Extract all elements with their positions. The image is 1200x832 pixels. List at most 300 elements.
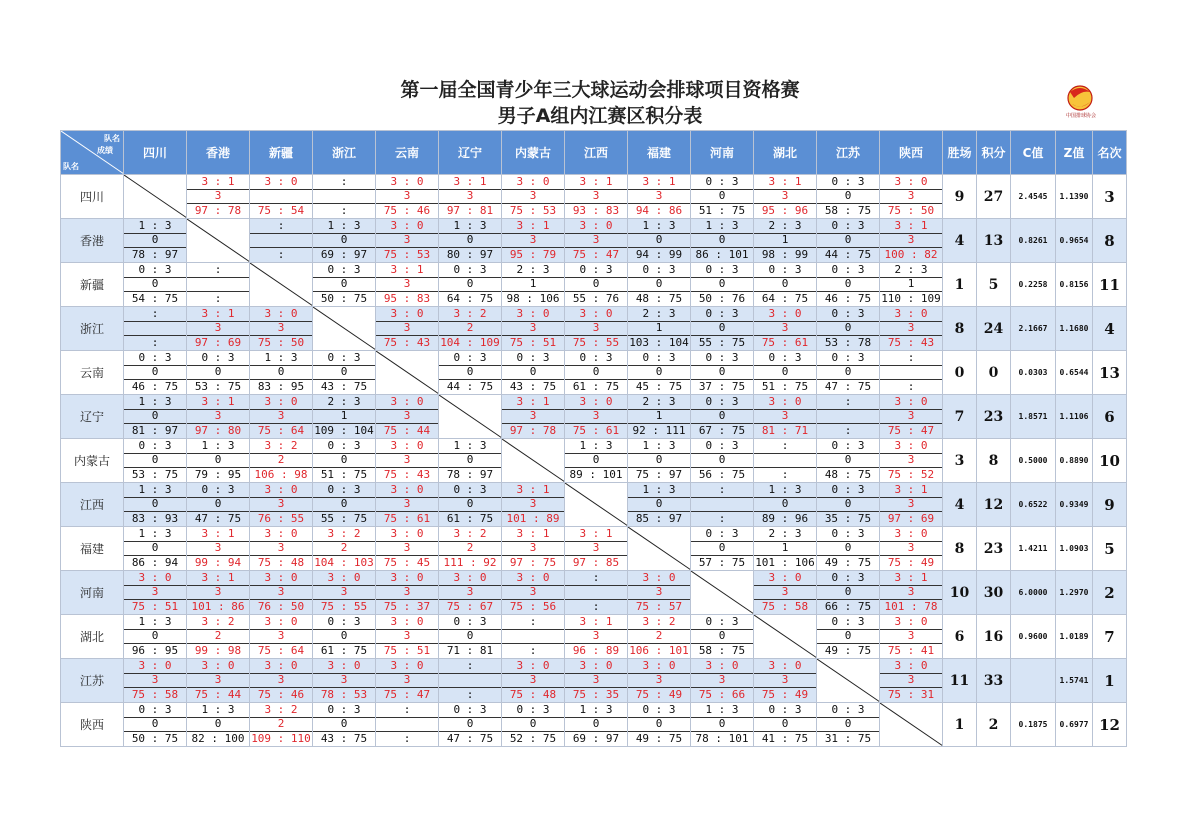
match-points: 3	[277, 541, 285, 554]
row-wins: 8	[943, 307, 977, 351]
match-set-score: :	[817, 395, 879, 410]
match-points: 0	[844, 321, 852, 334]
row-team-name: 河南	[61, 571, 124, 615]
row-wins: 11	[943, 659, 977, 703]
diagonal-cell	[376, 351, 439, 395]
row-team-name: 新疆	[61, 263, 124, 307]
title-block	[0, 77, 1200, 129]
match-set-score: 3 : 0	[502, 175, 564, 190]
match-result-cell	[502, 263, 565, 307]
match-points: 3	[529, 233, 537, 246]
match-result-cell	[313, 703, 376, 747]
match-result-cell	[250, 439, 313, 483]
row-points: 0	[977, 351, 1011, 395]
match-ball-score: 75 : 64	[250, 423, 312, 438]
match-result-cell	[502, 307, 565, 351]
match-set-score: 3 : 0	[250, 571, 312, 586]
match-ball-score: 96 : 95	[124, 643, 186, 658]
diagonal-cell	[754, 615, 817, 659]
match-points: 2	[466, 541, 474, 554]
match-set-score: 3 : 0	[250, 659, 312, 674]
match-points: 0	[340, 453, 348, 466]
match-set-score: 0 : 3	[628, 263, 690, 278]
match-result-cell	[313, 659, 376, 703]
match-set-score: 3 : 1	[565, 527, 627, 542]
match-ball-score: 55 : 75	[313, 511, 375, 526]
match-ball-score: :	[502, 643, 564, 658]
match-set-score: 3 : 0	[376, 439, 438, 454]
match-points	[691, 497, 753, 511]
match-result-cell	[502, 527, 565, 571]
match-set-score: 3 : 0	[313, 571, 375, 586]
match-ball-score: 86 : 94	[124, 555, 186, 570]
row-c-value: 0.6522	[1011, 483, 1056, 527]
match-result-cell	[817, 527, 880, 571]
match-ball-score: 75 : 47	[565, 247, 627, 262]
match-result-cell	[880, 395, 943, 439]
match-points: 3	[529, 541, 537, 554]
row-points: 27	[977, 175, 1011, 219]
match-ball-score: 75 : 45	[376, 555, 438, 570]
match-points: 0	[340, 365, 348, 378]
match-set-score: 3 : 0	[376, 571, 438, 586]
match-points: 1	[529, 277, 537, 290]
match-ball-score: 75 : 55	[313, 599, 375, 614]
match-points: 3	[907, 497, 915, 510]
header-wins: 胜场	[943, 131, 977, 175]
match-result-cell	[187, 439, 250, 483]
match-result-cell	[376, 439, 439, 483]
column-header-team: 四川	[124, 131, 187, 175]
row-z-value: 1.5741	[1056, 659, 1093, 703]
match-result-cell	[502, 395, 565, 439]
match-set-score: 3 : 0	[376, 483, 438, 498]
match-result-cell	[439, 219, 502, 263]
match-points: 0	[151, 453, 159, 466]
match-set-score: 3 : 1	[187, 307, 249, 322]
match-points: 3	[214, 673, 222, 686]
match-set-score: 3 : 2	[250, 703, 312, 718]
diagonal-line-icon	[502, 439, 565, 482]
match-ball-score: 78 : 53	[313, 687, 375, 702]
match-set-score: :	[124, 307, 186, 322]
match-points: 3	[403, 541, 411, 554]
match-set-score: 3 : 2	[439, 307, 501, 322]
match-set-score: :	[754, 439, 816, 454]
match-result-cell	[502, 175, 565, 219]
column-header-team: 内蒙古	[502, 131, 565, 175]
diagonal-line-icon	[250, 263, 313, 306]
match-points: 3	[214, 541, 222, 554]
match-points: 0	[214, 453, 222, 466]
match-set-score: 3 : 0	[565, 659, 627, 674]
page-title: 第一届全国青少年三大球运动会排球项目资格赛	[400, 79, 800, 101]
match-set-score: 3 : 0	[880, 395, 942, 410]
page-subtitle: 男子A组内江赛区积分表	[497, 105, 703, 127]
match-set-score: 3 : 1	[502, 219, 564, 234]
row-team-name: 江西	[61, 483, 124, 527]
match-ball-score: 106 : 98	[250, 467, 312, 482]
row-c-value: 0.9600	[1011, 615, 1056, 659]
match-points: 3	[655, 585, 663, 598]
match-points: 0	[592, 277, 600, 290]
match-points	[124, 321, 186, 335]
match-set-score: 0 : 3	[691, 527, 753, 542]
match-set-score: 2 : 3	[502, 263, 564, 278]
match-ball-score: 51 : 75	[313, 467, 375, 482]
match-set-score: 3 : 0	[754, 395, 816, 410]
corner-label-team-left: 队名	[63, 162, 79, 171]
match-points: 3	[466, 189, 474, 202]
match-points: 0	[151, 365, 159, 378]
match-result-cell	[565, 571, 628, 615]
match-points: 2	[655, 629, 663, 642]
diagonal-line-icon	[124, 175, 187, 218]
match-result-cell	[250, 219, 313, 263]
match-set-score: 2 : 3	[880, 263, 942, 278]
match-result-cell	[628, 263, 691, 307]
match-set-score: 2 : 3	[754, 527, 816, 542]
row-points: 2	[977, 703, 1011, 747]
match-set-score: 3 : 1	[187, 527, 249, 542]
row-c-value: 0.5000	[1011, 439, 1056, 483]
row-team-name: 香港	[61, 219, 124, 263]
match-ball-score: 75 : 52	[880, 467, 942, 482]
match-result-cell	[439, 615, 502, 659]
match-result-cell	[313, 527, 376, 571]
match-points: 3	[718, 673, 726, 686]
match-result-cell	[376, 659, 439, 703]
match-ball-score: 101 : 78	[880, 599, 942, 614]
match-ball-score: :	[124, 335, 186, 350]
match-points: 3	[907, 453, 915, 466]
diagonal-line-icon	[313, 307, 376, 350]
match-result-cell	[439, 263, 502, 307]
table-row	[61, 703, 1127, 747]
match-points: 0	[844, 629, 852, 642]
match-ball-score: 71 : 81	[439, 643, 501, 658]
match-set-score: 1 : 3	[124, 615, 186, 630]
match-set-score: 3 : 0	[376, 395, 438, 410]
match-ball-score: 49 : 75	[628, 731, 690, 746]
match-points: 0	[151, 717, 159, 730]
match-result-cell	[313, 263, 376, 307]
match-points: 3	[403, 409, 411, 422]
row-wins: 6	[943, 615, 977, 659]
match-result-cell	[691, 527, 754, 571]
match-ball-score: 85 : 97	[628, 511, 690, 526]
match-points: 3	[907, 233, 915, 246]
match-points: 3	[592, 233, 600, 246]
match-ball-score: 52 : 75	[502, 731, 564, 746]
match-set-score: 0 : 3	[124, 439, 186, 454]
match-result-cell	[880, 527, 943, 571]
match-set-score: 3 : 0	[124, 659, 186, 674]
match-ball-score: 97 : 85	[565, 555, 627, 570]
match-result-cell	[124, 395, 187, 439]
match-ball-score: 53 : 78	[817, 335, 879, 350]
row-rank: 2	[1093, 571, 1127, 615]
row-z-value: 1.2970	[1056, 571, 1093, 615]
match-ball-score: 54 : 75	[124, 291, 186, 306]
match-ball-score: 98 : 106	[502, 291, 564, 306]
match-result-cell	[880, 483, 943, 527]
match-ball-score: 109 : 104	[314, 424, 374, 437]
match-result-cell	[691, 703, 754, 747]
table-row	[61, 527, 1127, 571]
match-result-cell	[817, 483, 880, 527]
match-result-cell	[376, 483, 439, 527]
match-result-cell	[376, 263, 439, 307]
match-points: 3	[655, 673, 663, 686]
match-result-cell	[754, 395, 817, 439]
match-ball-score: 75 : 49	[628, 687, 690, 702]
match-points: 3	[907, 629, 915, 642]
match-ball-score: :	[817, 423, 879, 438]
match-set-score: 3 : 0	[376, 527, 438, 542]
match-points: 0	[466, 497, 474, 510]
row-wins: 8	[943, 527, 977, 571]
match-ball-score: 49 : 75	[817, 555, 879, 570]
match-set-score: 0 : 3	[313, 703, 375, 718]
match-result-cell	[817, 351, 880, 395]
row-z-value: 0.8890	[1056, 439, 1093, 483]
row-z-value: 1.0189	[1056, 615, 1093, 659]
match-set-score: 0 : 3	[691, 175, 753, 190]
row-rank: 12	[1093, 703, 1127, 747]
match-result-cell	[502, 571, 565, 615]
match-points: 3	[340, 673, 348, 686]
match-set-score: 2 : 3	[313, 395, 375, 410]
match-result-cell	[376, 175, 439, 219]
match-result-cell	[754, 483, 817, 527]
match-ball-score: 75 : 35	[565, 687, 627, 702]
corner-header	[61, 131, 124, 175]
match-points: 0	[655, 233, 663, 246]
match-result-cell	[565, 703, 628, 747]
match-set-score: 3 : 0	[376, 307, 438, 322]
match-result-cell	[250, 307, 313, 351]
row-wins: 10	[943, 571, 977, 615]
match-points: 3	[529, 585, 537, 598]
match-set-score: 3 : 0	[376, 659, 438, 674]
match-points: 3	[781, 189, 789, 202]
diagonal-line-icon	[817, 659, 880, 702]
match-points: 0	[151, 233, 159, 246]
match-ball-score: 75 : 54	[250, 203, 312, 218]
row-team-name: 内蒙古	[61, 439, 124, 483]
match-ball-score: 75 : 67	[439, 599, 501, 614]
match-result-cell	[880, 219, 943, 263]
row-rank: 3	[1093, 175, 1127, 219]
match-result-cell	[628, 571, 691, 615]
row-z-value: 0.9654	[1056, 219, 1093, 263]
match-result-cell	[187, 175, 250, 219]
match-points: 0	[844, 189, 852, 202]
match-ball-score: 75 : 43	[376, 467, 438, 482]
match-ball-score: 69 : 97	[313, 247, 375, 262]
match-set-score: 1 : 3	[187, 703, 249, 718]
match-points: 3	[781, 585, 789, 598]
match-points: 3	[592, 321, 600, 334]
match-result-cell	[754, 351, 817, 395]
column-header-team: 河南	[691, 131, 754, 175]
match-set-score: 0 : 3	[439, 483, 501, 498]
header-points: 积分	[977, 131, 1011, 175]
match-ball-score: 58 : 75	[691, 643, 753, 658]
match-points: 0	[718, 541, 726, 554]
match-result-cell	[691, 659, 754, 703]
match-set-score: 3 : 0	[250, 395, 312, 410]
table-row	[61, 571, 1127, 615]
match-points: 3	[403, 497, 411, 510]
match-points	[250, 233, 312, 247]
column-header-team: 江苏	[817, 131, 880, 175]
match-points: 0	[844, 277, 852, 290]
table-row	[61, 219, 1127, 263]
row-team-name: 浙江	[61, 307, 124, 351]
row-z-value: 0.8156	[1056, 263, 1093, 307]
row-team-name: 四川	[61, 175, 124, 219]
match-result-cell	[502, 351, 565, 395]
match-set-score: 1 : 3	[439, 439, 501, 454]
match-result-cell	[376, 527, 439, 571]
column-header-team: 陕西	[880, 131, 943, 175]
row-z-value: 1.0903	[1056, 527, 1093, 571]
match-points: 3	[403, 673, 411, 686]
match-set-score: 1 : 3	[313, 219, 375, 234]
match-points: 0	[781, 277, 789, 290]
match-set-score: 3 : 0	[880, 527, 942, 542]
header-c-value: C值	[1011, 131, 1056, 175]
row-points: 23	[977, 395, 1011, 439]
match-points: 0	[718, 321, 726, 334]
match-ball-score: 47 : 75	[187, 511, 249, 526]
match-result-cell	[439, 307, 502, 351]
match-set-score: 1 : 3	[565, 439, 627, 454]
match-ball-score: 75 : 51	[124, 599, 186, 614]
match-ball-score: 56 : 75	[691, 467, 753, 482]
match-points: 2	[340, 541, 348, 554]
match-points: 3	[277, 321, 285, 334]
match-points: 1	[907, 277, 915, 290]
match-result-cell	[250, 351, 313, 395]
match-points: 3	[277, 673, 285, 686]
match-result-cell	[691, 395, 754, 439]
match-set-score: 3 : 0	[880, 439, 942, 454]
match-points: 3	[529, 409, 537, 422]
row-wins: 1	[943, 263, 977, 307]
match-result-cell	[691, 615, 754, 659]
match-ball-score: :	[313, 203, 375, 218]
match-ball-score: 75 : 53	[502, 203, 564, 218]
match-set-score: 1 : 3	[691, 219, 753, 234]
match-set-score: 0 : 3	[817, 571, 879, 586]
match-ball-score: 75 : 51	[502, 335, 564, 350]
match-set-score: 0 : 3	[691, 307, 753, 322]
match-set-score: 3 : 0	[376, 175, 438, 190]
row-points: 33	[977, 659, 1011, 703]
match-points: 0	[340, 497, 348, 510]
match-ball-score: 46 : 75	[124, 379, 186, 394]
match-result-cell	[502, 483, 565, 527]
match-ball-score: 76 : 50	[250, 599, 312, 614]
match-set-score: 0 : 3	[691, 615, 753, 630]
match-ball-score: 64 : 75	[439, 291, 501, 306]
match-set-score: :	[691, 483, 753, 498]
match-points: 3	[277, 629, 285, 642]
match-points: 3	[403, 277, 411, 290]
match-ball-score: 97 : 69	[880, 511, 942, 526]
row-rank: 6	[1093, 395, 1127, 439]
match-result-cell	[124, 219, 187, 263]
match-points: 3	[592, 541, 600, 554]
row-points: 24	[977, 307, 1011, 351]
diagonal-cell	[313, 307, 376, 351]
match-ball-score: 75 : 44	[187, 687, 249, 702]
match-result-cell	[124, 615, 187, 659]
match-result-cell	[691, 175, 754, 219]
match-ball-score: 104 : 109	[440, 336, 500, 349]
match-set-score: 0 : 3	[817, 483, 879, 498]
match-set-score: 3 : 2	[250, 439, 312, 454]
match-points: 0	[214, 717, 222, 730]
match-result-cell	[376, 219, 439, 263]
match-points	[754, 453, 816, 467]
match-points: 0	[466, 277, 474, 290]
diagonal-line-icon	[754, 615, 817, 658]
match-set-score: 1 : 3	[628, 439, 690, 454]
match-result-cell	[124, 439, 187, 483]
match-set-score: 3 : 0	[313, 659, 375, 674]
column-header-team: 湖北	[754, 131, 817, 175]
match-set-score: 2 : 3	[628, 307, 690, 322]
match-ball-score: 82 : 100	[187, 731, 249, 746]
row-c-value: 2.4545	[1011, 175, 1056, 219]
row-points: 5	[977, 263, 1011, 307]
match-ball-score: 75 : 61	[754, 335, 816, 350]
match-set-score: 3 : 0	[880, 307, 942, 322]
match-set-score: 0 : 3	[754, 703, 816, 718]
corner-label-team-top: 队名	[104, 134, 120, 143]
match-result-cell	[565, 219, 628, 263]
match-result-cell	[565, 659, 628, 703]
row-team-name: 云南	[61, 351, 124, 395]
match-result-cell	[250, 703, 313, 747]
match-ball-score: 99 : 94	[187, 555, 249, 570]
match-points: 0	[844, 497, 852, 510]
match-set-score: :	[439, 659, 501, 674]
match-set-score: :	[313, 175, 375, 190]
row-rank: 7	[1093, 615, 1127, 659]
match-ball-score: 49 : 75	[817, 643, 879, 658]
match-ball-score: 75 : 43	[376, 335, 438, 350]
match-points: 2	[277, 717, 285, 730]
match-set-score: 3 : 1	[754, 175, 816, 190]
match-result-cell	[817, 395, 880, 439]
match-ball-score: 97 : 78	[502, 423, 564, 438]
match-set-score: 1 : 3	[124, 527, 186, 542]
match-set-score: 3 : 0	[880, 615, 942, 630]
match-ball-score: 75 : 61	[376, 511, 438, 526]
match-result-cell	[817, 439, 880, 483]
match-ball-score: 78 : 101	[691, 731, 753, 746]
match-ball-score: 48 : 75	[628, 291, 690, 306]
match-ball-score: 51 : 75	[691, 203, 753, 218]
match-result-cell	[376, 307, 439, 351]
match-result-cell	[439, 703, 502, 747]
match-ball-score: :	[376, 731, 438, 746]
